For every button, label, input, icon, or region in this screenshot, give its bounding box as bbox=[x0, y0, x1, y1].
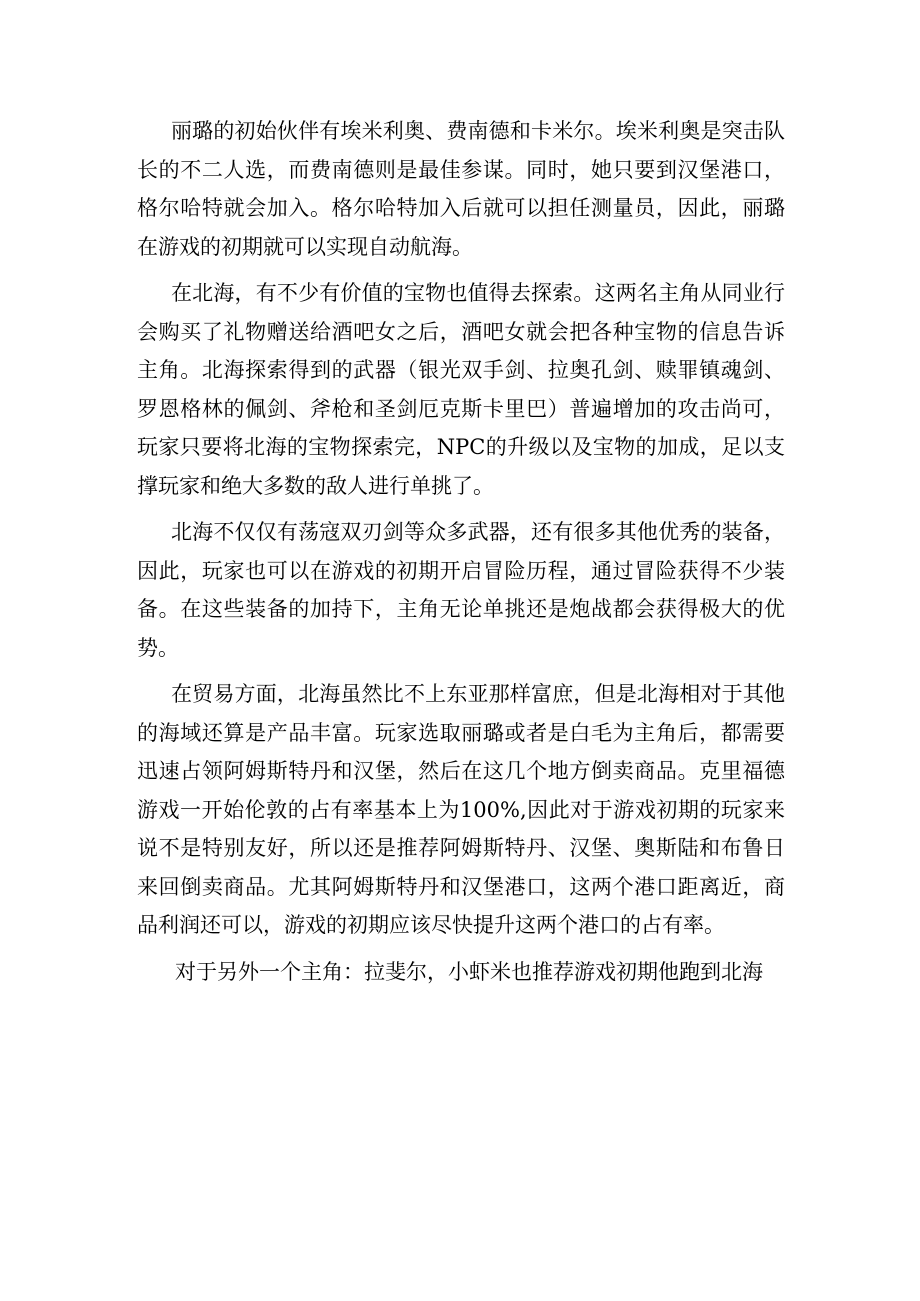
paragraph-3: 北海不仅仅有荡寇双刃剑等众多武器，还有很多其他优秀的装备，因此，玩家也可以在游戏的初期开启冒险历程，通过冒险获得不少装备。在这些装备的加持下，主角无论单挑还是炮战都会获得极大的优势。 bbox=[137, 520, 785, 660]
paragraph-1: 丽璐的初始伙伴有埃米利奥、费南德和卡米尔。埃米利奥是突击队长的不二人选，而费南德则是最佳参谋。同时，她只要到汉堡港口，格尔哈特就会加入。格尔哈特加入后就可以担任测量员，因此，丽璐在游戏的初期就可以实现自动航海。 bbox=[137, 119, 785, 259]
paragraph-5: 对于另外一个主角：拉斐尔，小虾米也推荐游戏初期他跑到北海 bbox=[175, 959, 763, 984]
paragraph-4: 在贸易方面，北海虽然比不上东亚那样富庶，但是北海相对于其他的海域还算是产品丰富。玩家选取丽璐或者是白毛为主角后，都需要迅速占领阿姆斯特丹和汉堡，然后在这几个地方倒卖商品。克里福德游戏一开始伦敦的占有率基本上为100%,因此对于游戏初期的玩家来说不是特别友好，所以还是推荐阿姆斯特丹、汉堡、奥斯陆和布鲁日来回倒卖商品。尤其阿姆斯特丹和汉堡港口，这两个港口距离近，商品利润还可以，游戏的初期应该尽快提升这两个港口的占有率。 bbox=[137, 682, 785, 937]
paragraph-2: 在北海，有不少有价值的宝物也值得去探索。这两名主角从同业行会购买了礼物赠送给酒吧女之后，酒吧女就会把各种宝物的信息告诉主角。北海探索得到的武器（银光双手剑、拉奥孔剑、赎罪镇魂剑、罗恩格林的佩剑、斧枪和圣剑厄克斯卡里巴）普遍增加的攻击尚可，玩家只要将北海的宝物探索完，NPC的升级以及宝物的加成，足以支撑玩家和绝大多数的敌人进行单挑了。 bbox=[137, 281, 785, 498]
document-body bbox=[137, 112, 785, 991]
